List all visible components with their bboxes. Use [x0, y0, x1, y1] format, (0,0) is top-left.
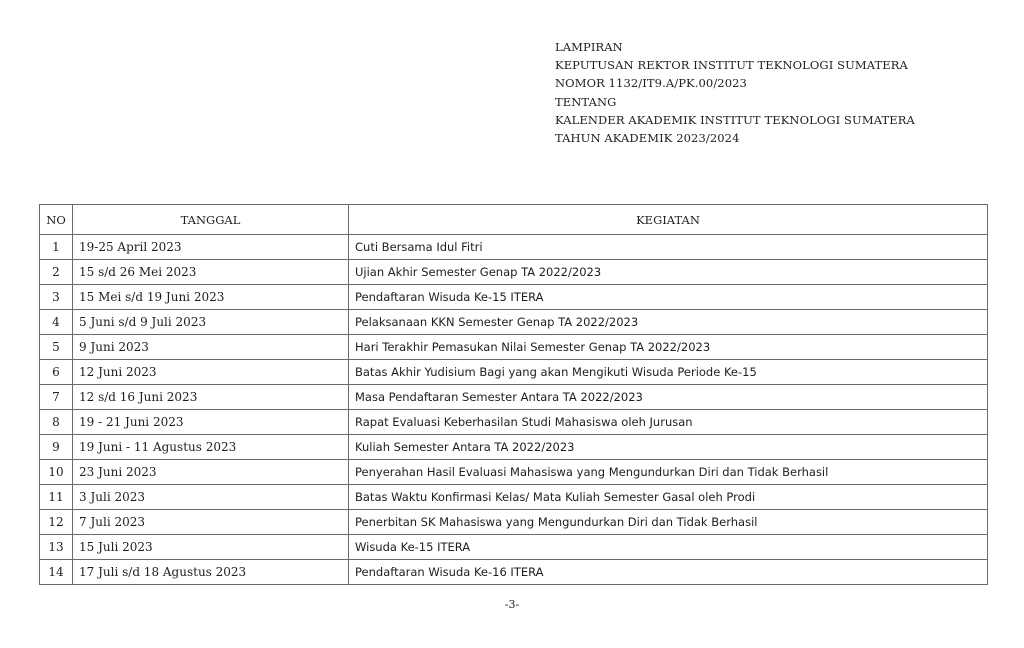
cell-kegiatan: Penerbitan SK Mahasiswa yang Mengundurkan Diri dan Tidak Berhasil [349, 510, 988, 535]
header-line-tentang: TENTANG [555, 94, 617, 109]
header-line-tahun: TAHUN AKADEMIK 2023/2024 [555, 131, 740, 146]
table-row [40, 235, 988, 260]
cell-tanggal: 17 Juli s/d 18 Agustus 2023 [73, 560, 349, 585]
table-row [40, 560, 988, 585]
cell-tanggal: 19 - 21 Juni 2023 [73, 410, 349, 435]
cell-no: 3 [40, 285, 73, 310]
cell-no: 5 [40, 335, 73, 360]
table-row [40, 535, 988, 560]
cell-no: 12 [40, 510, 73, 535]
table-row [40, 435, 988, 460]
table-row [40, 360, 988, 385]
cell-no: 2 [40, 260, 73, 285]
cell-kegiatan: Cuti Bersama Idul Fitri [349, 235, 988, 260]
document-header [555, 38, 915, 147]
academic-calendar-table [39, 204, 988, 585]
header-line-nomor: NOMOR 1132/IT9.A/PK.00/2023 [555, 76, 747, 91]
cell-kegiatan: Pendaftaran Wisuda Ke-15 ITERA [349, 285, 988, 310]
cell-kegiatan: Penyerahan Hasil Evaluasi Mahasiswa yang Mengundurkan Diri dan Tidak Berhasil [349, 460, 988, 485]
cell-no: 1 [40, 235, 73, 260]
cell-kegiatan: Rapat Evaluasi Keberhasilan Studi Mahasiswa oleh Jurusan [349, 410, 988, 435]
column-header-no: NO [40, 205, 73, 235]
cell-tanggal: 12 Juni 2023 [73, 360, 349, 385]
cell-tanggal: 5 Juni s/d 9 Juli 2023 [73, 310, 349, 335]
column-header-kegiatan: KEGIATAN [349, 205, 988, 235]
cell-tanggal: 12 s/d 16 Juni 2023 [73, 385, 349, 410]
cell-kegiatan: Wisuda Ke-15 ITERA [349, 535, 988, 560]
cell-no: 13 [40, 535, 73, 560]
cell-no: 4 [40, 310, 73, 335]
table-body [40, 235, 988, 585]
cell-tanggal: 19 Juni - 11 Agustus 2023 [73, 435, 349, 460]
header-line-kalender: KALENDER AKADEMIK INSTITUT TEKNOLOGI SUMATERA [555, 112, 915, 127]
cell-kegiatan: Ujian Akhir Semester Genap TA 2022/2023 [349, 260, 988, 285]
table-row [40, 385, 988, 410]
cell-no: 10 [40, 460, 73, 485]
cell-tanggal: 7 Juli 2023 [73, 510, 349, 535]
cell-kegiatan: Kuliah Semester Antara TA 2022/2023 [349, 435, 988, 460]
column-header-tanggal: TANGGAL [73, 205, 349, 235]
cell-tanggal: 19-25 April 2023 [73, 235, 349, 260]
cell-kegiatan: Masa Pendaftaran Semester Antara TA 2022/2023 [349, 385, 988, 410]
table-row [40, 460, 988, 485]
cell-no: 6 [40, 360, 73, 385]
cell-tanggal: 15 s/d 26 Mei 2023 [73, 260, 349, 285]
header-line-keputusan: KEPUTUSAN REKTOR INSTITUT TEKNOLOGI SUMATERA [555, 58, 908, 73]
cell-no: 14 [40, 560, 73, 585]
cell-tanggal: 15 Mei s/d 19 Juni 2023 [73, 285, 349, 310]
cell-no: 7 [40, 385, 73, 410]
cell-no: 8 [40, 410, 73, 435]
table-row [40, 260, 988, 285]
cell-tanggal: 15 Juli 2023 [73, 535, 349, 560]
table-row [40, 485, 988, 510]
table-header-row [40, 205, 988, 235]
cell-kegiatan: Batas Akhir Yudisium Bagi yang akan Mengikuti Wisuda Periode Ke-15 [349, 360, 988, 385]
table-row [40, 285, 988, 310]
cell-no: 11 [40, 485, 73, 510]
cell-kegiatan: Hari Terakhir Pemasukan Nilai Semester Genap TA 2022/2023 [349, 335, 988, 360]
cell-kegiatan: Pendaftaran Wisuda Ke-16 ITERA [349, 560, 988, 585]
cell-tanggal: 23 Juni 2023 [73, 460, 349, 485]
cell-tanggal: 3 Juli 2023 [73, 485, 349, 510]
table-row [40, 510, 988, 535]
cell-kegiatan: Batas Waktu Konfirmasi Kelas/ Mata Kuliah Semester Gasal oleh Prodi [349, 485, 988, 510]
cell-kegiatan: Pelaksanaan KKN Semester Genap TA 2022/2023 [349, 310, 988, 335]
cell-tanggal: 9 Juni 2023 [73, 335, 349, 360]
table-row [40, 335, 988, 360]
header-line-lampiran: LAMPIRAN [555, 40, 623, 54]
cell-no: 9 [40, 435, 73, 460]
page-number: -3- [504, 598, 520, 611]
table-row [40, 410, 988, 435]
table-row [40, 310, 988, 335]
